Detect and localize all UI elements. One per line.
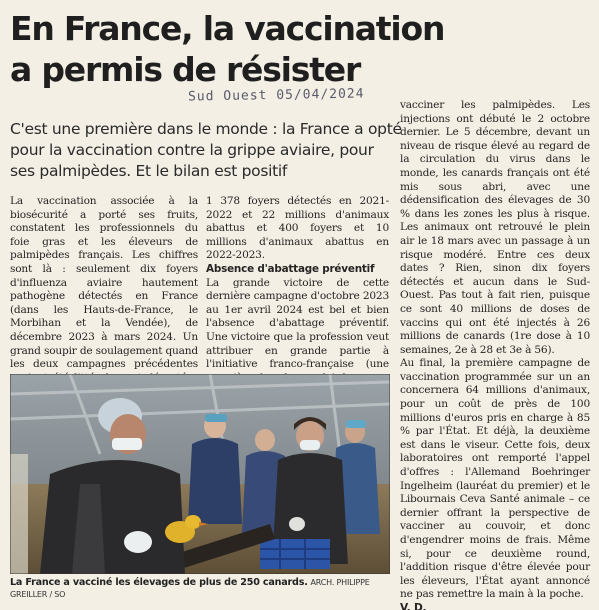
column-2 — [206, 195, 389, 385]
column-3-paragraph-1: vacciner les palmipèdes. Les injections ont débuté le 2 octobre dernier. Le 5 décembre, devant un niveau de risque élevé au regard de la circulation du virus dans le monde, les canards français ont été mis sous abri, avec une dédensification des élevages de 30 % dans les zones les plus à risque. Les animaux ont retrouvé le plein air le 18 mars avec un passage à un risque modéré. Entre ces deux dates ? Rien, sinon dix foyers détectés et aucun dans le Sud-Ouest. Pas tout à fait rien, puisque ce sont 40 millions de doses de vaccins qui ont été injectés à 26 millions de canards (1re dose à 10 semaines, 2e à 28 et 3e à 56). — [400, 99, 590, 356]
column-3 — [400, 99, 590, 610]
column-1 — [10, 195, 198, 399]
article-lead: C'est une première dans le monde : la France a opté pour la vaccination contre la grippe aviaire, pour ses palmipèdes. Et le bilan est positif — [10, 120, 402, 180]
column-2-paragraph-1: 1 378 foyers détectés en 2021-2022 et 22 millions d'animaux abattus et 400 foyers et 10 millions d'animaux abattus en 2022-2023. — [206, 195, 389, 262]
author-signature: V. D. — [400, 601, 427, 610]
column-2-paragraph-2: La grande victoire de cette dernière campagne d'octobre 2023 au 1er avril 2024 est bel et bien l'absence d'abattage préventif. Une victoire que la profession veut attribuer en grande partie à l'initiative franco-française (une — [206, 276, 389, 371]
article-headline — [10, 8, 480, 90]
photo-credit: ARCH. PHILIPPE GREILLER / SO — [10, 578, 370, 599]
column-3-paragraph-2: Au final, la première campagne de vaccination programmée sur un an concernera 64 millions d'animaux, pour un coût de près de 100 millions d'euros pris en charge à 85 % par l'État. Et déjà, la deuxième est dans le viseur. Cette fois, deux laboratoires ont remporté l'appel d'offres : l'Allemand Boehringer Ingelheim (lauréat du premier) et le Libournais Ceva Santé animale – ce dernier offrant la perspective de vacciner au couvoir, et donc d'engendrer moins de frais. Même si, pour ce deuxième round, l'addition risque d'être élevée pour les éleveurs, l'État ayant annoncé ne pas remettre la main à la poche. — [400, 357, 590, 601]
duck-farm-photo-illustration — [10, 374, 390, 574]
caption-text: La France a vacciné les élevages de plus de 250 canards. — [10, 577, 308, 588]
article-photo — [10, 374, 390, 574]
column-1-paragraph: La vaccination associée à la biosécurité a porté ses fruits, constatent les professionnels du foie gras et les éleveurs de palmipèdes français. Les chiffres sont là : seulement dix foyers d'influenza aviaire hautement pathogène détectés en France (dans les Hauts-de-France, le Morbihan et la Vendée), de décembre 2023 à mars 2024. Un grand soupir de soulagement quand les deux campagnes précédentes — [10, 195, 198, 371]
handwritten-source-note: Sud Ouest 05/04/2024 — [187, 86, 365, 105]
headline-line-1: En France, la vaccination — [10, 9, 445, 48]
photo-caption — [10, 577, 400, 601]
headline-line-2: a permis de résister — [10, 50, 361, 89]
column-2-subheading: Absence d'abattage préventif — [206, 262, 375, 275]
